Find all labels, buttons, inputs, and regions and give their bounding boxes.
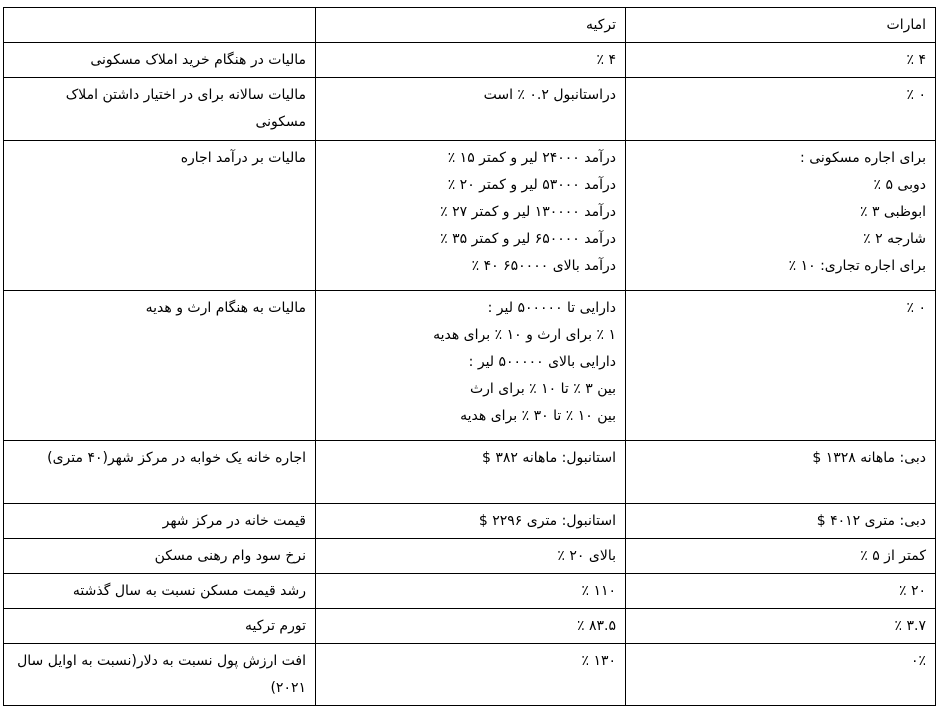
cell-line: ۴ ٪: [596, 52, 616, 68]
cell-line: ۴ ٪: [906, 52, 926, 68]
row-label: افت ارزش پول نسبت به دلار(نسبت به اوایل سال ۲۰۲۱): [4, 644, 316, 706]
cell-line: ۲۰ ٪: [898, 583, 926, 599]
cell-line: دوبی ۵ ٪: [873, 177, 926, 193]
cell-line: استانبول: ماهانه ۳۸۲ $: [482, 450, 616, 466]
table-row: [4, 78, 936, 141]
cell-line: دراستانبول ۰.۲ ٪ است: [483, 87, 616, 103]
cell-line: ۰ ٪: [906, 87, 926, 103]
row-label: نرخ سود وام رهنی مسکن: [4, 539, 316, 574]
header-col-label: [4, 8, 316, 43]
row-label: مالیات سالانه برای در اختیار داشتن املاک مسکونی: [4, 78, 316, 141]
cell-line: شارجه ۲ ٪: [863, 231, 926, 247]
table-row: [4, 644, 936, 706]
cell-uae: [626, 291, 936, 441]
row-label: اجاره خانه یک خوابه در مرکز شهر(۴۰ متری): [4, 441, 316, 504]
cell-line: ۱ ٪ برای ارث و ۱۰ ٪ برای هدیه: [433, 327, 616, 343]
cell-uae: [626, 539, 936, 574]
cell-turkey: [316, 43, 626, 78]
cell-line: دارایی تا ۵۰۰۰۰۰ لیر :: [487, 300, 616, 316]
cell-line: درآمد ۵۳۰۰۰ لیر و کمتر ۲۰ ٪: [447, 177, 616, 193]
cell-line: دبی: متری ۴۰۱۲ $: [816, 513, 926, 529]
cell-line: ۰٪: [910, 653, 926, 669]
cell-uae: [626, 78, 936, 141]
cell-line: ۰ ٪: [906, 300, 926, 316]
cell-uae: [626, 574, 936, 609]
table-row: [4, 539, 936, 574]
row-label: مالیات بر درآمد اجاره: [4, 141, 316, 291]
cell-uae: [626, 43, 936, 78]
cell-turkey: [316, 504, 626, 539]
cell-turkey: [316, 539, 626, 574]
cell-line: برای اجاره تجاری: ۱۰ ٪: [788, 258, 926, 274]
cell-line: ۱۳۰ ٪: [581, 653, 616, 669]
header-row: [4, 8, 936, 43]
cell-line: ۱۱۰ ٪: [581, 583, 616, 599]
table-row: [4, 574, 936, 609]
cell-line: درآمد ۱۳۰۰۰۰ لیر و کمتر ۲۷ ٪: [440, 204, 616, 220]
row-label: مالیات در هنگام خرید املاک مسکونی: [4, 43, 316, 78]
row-label: رشد قیمت مسکن نسبت به سال گذشته: [4, 574, 316, 609]
cell-uae: [626, 609, 936, 644]
cell-turkey: [316, 141, 626, 291]
cell-line: بالای ۲۰ ٪: [557, 548, 616, 564]
cell-uae: [626, 504, 936, 539]
cell-turkey: [316, 441, 626, 504]
cell-line: درآمد ۶۵۰۰۰۰ لیر و کمتر ۳۵ ٪: [440, 231, 616, 247]
row-label: تورم ترکیه: [4, 609, 316, 644]
table-row: [4, 441, 936, 504]
cell-turkey: [316, 291, 626, 441]
cell-line: بین ۳ ٪ تا ۱۰ ٪ برای ارث: [469, 381, 616, 397]
row-label: قیمت خانه در مرکز شهر: [4, 504, 316, 539]
table-row: [4, 141, 936, 291]
cell-uae: [626, 141, 936, 291]
cell-turkey: [316, 574, 626, 609]
table-row: [4, 609, 936, 644]
cell-line: کمتر از ۵ ٪: [860, 548, 926, 564]
cell-line: برای اجاره مسکونی :: [800, 150, 926, 166]
table-row: [4, 291, 936, 441]
cell-line: دبی: ماهانه ۱۳۲۸ $: [812, 450, 926, 466]
cell-line: بین ۱۰ ٪ تا ۳۰ ٪ برای هدیه: [460, 408, 616, 424]
header-col-turkey: ترکیه: [316, 8, 626, 43]
cell-line: استانبول: متری ۲۲۹۶ $: [478, 513, 616, 529]
cell-line: درآمد بالای ۶۵۰۰۰۰ ۴۰ ٪: [471, 258, 616, 274]
cell-line: درآمد ۲۴۰۰۰ لیر و کمتر ۱۵ ٪: [447, 150, 616, 166]
cell-turkey: [316, 609, 626, 644]
header-col-uae: امارات: [626, 8, 936, 43]
cell-line: ۸۳.۵ ٪: [577, 618, 616, 634]
cell-turkey: [316, 644, 626, 706]
cell-turkey: [316, 78, 626, 141]
cell-line: ۳.۷ ٪: [894, 618, 926, 634]
comparison-table: [3, 7, 936, 706]
table-row: [4, 504, 936, 539]
cell-line: دارایی بالای ۵۰۰۰۰۰ لیر :: [468, 354, 616, 370]
cell-line: ابوظبی ۳ ٪: [859, 204, 926, 220]
cell-uae: [626, 441, 936, 504]
table-row: [4, 43, 936, 78]
row-label: مالیات به هنگام ارث و هدیه: [4, 291, 316, 441]
cell-uae: [626, 644, 936, 706]
